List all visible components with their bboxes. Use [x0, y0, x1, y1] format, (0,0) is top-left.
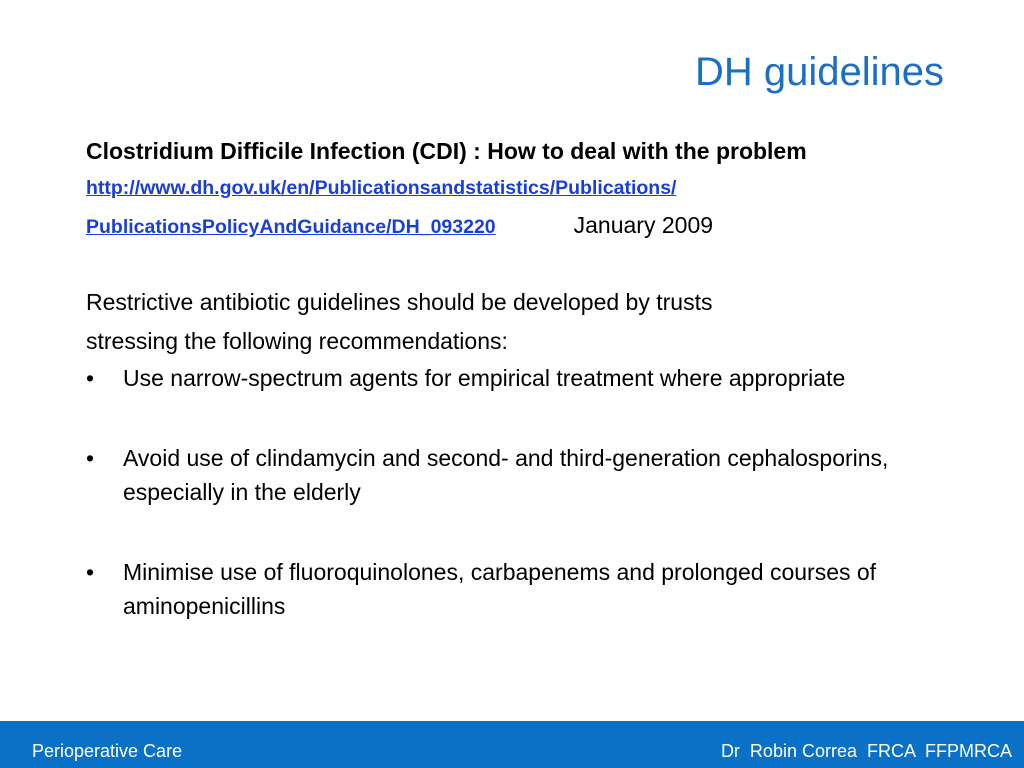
document-heading: Clostridium Difficile Infection (CDI) : How to deal with the problem [86, 138, 807, 164]
bullet-marker: • [86, 445, 95, 471]
footer-bar [0, 721, 1024, 768]
recommendation-item [86, 555, 946, 623]
intro-line-1: Restrictive antibiotic guidelines should be developed by trusts [86, 289, 713, 315]
recommendation-text: Minimise use of fluoroquinolones, carbapenems and prolonged courses of aminopenicillins [123, 559, 877, 619]
intro-line-2: stressing the following recommendations: [86, 328, 508, 354]
bullet-marker: • [86, 365, 95, 391]
link-line-2 [86, 213, 946, 239]
document-link-part-1[interactable]: http://www.dh.gov.uk/en/Publicationsandstatistics/Publications/ [86, 177, 677, 199]
recommendation-item [86, 361, 946, 395]
bullet-marker: • [86, 559, 95, 585]
intro-text [86, 283, 946, 361]
slide-content [86, 136, 946, 623]
link-line-1 [86, 176, 946, 200]
recommendation-item [86, 441, 946, 509]
slide-title: DH guidelines [694, 50, 944, 94]
recommendation-text: Avoid use of clindamycin and second- and third-generation cephalosporins, especially in the elderly [123, 445, 889, 505]
document-link-part-2[interactable]: PublicationsPolicyAndGuidance/DH_093220 [86, 216, 496, 238]
recommendation-list [86, 361, 946, 623]
footer-course-title: Perioperative Care [32, 741, 183, 761]
footer-author: Dr Robin Correa FRCA FFPMRCA [720, 741, 1012, 761]
recommendation-text: Use narrow-spectrum agents for empirical treatment where appropriate [123, 365, 846, 391]
publication-date: January 2009 [573, 212, 714, 238]
